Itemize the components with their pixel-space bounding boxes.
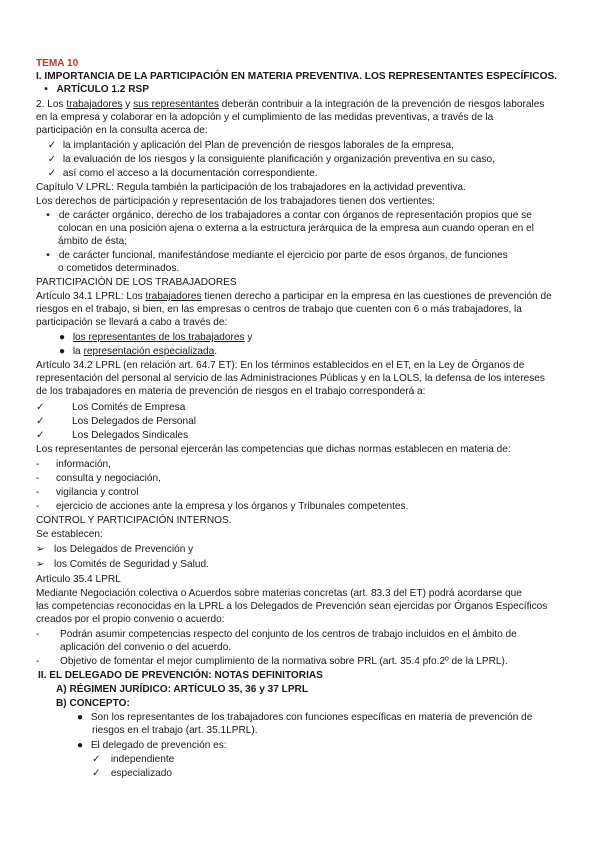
checklist-item: ✓ la evaluación de los riesgos y la consiguiente planificación y organización preventiva en su caso, <box>44 153 572 166</box>
list-item-funcional: • de carácter funcional, manifestándose mediante el ejercicio por parte de esos órganos, de funciones <box>40 249 572 262</box>
dash-item: - Podrán asumir competencias respecto del conjunto de los centros de trabajo incluidos en el ámbito de <box>36 629 517 640</box>
tick-item: ✓ Los Delegados de Personal <box>36 416 197 427</box>
arrow-right-icon: ➢ <box>36 544 45 555</box>
tema-label: TEMA 10 <box>36 58 79 69</box>
dash-item: - ejercicio de acciones ante la empresa y los órganos y Tribunales competentes. <box>36 501 409 512</box>
paragraph-2-line3: participación en la consulta acerca de: <box>36 125 208 136</box>
participacion-heading: PARTICIPACIÓN DE LOS TRABAJADORES <box>36 277 237 288</box>
capitulo-v: Capítulo V LPRL: Regula también la participación de los trabajadores en la actividad preventiva. <box>36 182 466 193</box>
bullet-icon: ● <box>76 712 84 723</box>
checkmark-icon: ✓ <box>36 430 45 441</box>
art-35-4-label: Artículo 35.4 LPRL <box>36 574 121 585</box>
control-heading: CONTROL Y PARTICIPACIÓN INTERNOS. <box>36 515 232 526</box>
mediante-line3: creados por el propio convenio o acuerdo: <box>36 614 225 625</box>
checklist-item: ✓ así como el acceso a la documentación correspondiente. <box>44 167 572 180</box>
checklist-item: ✓ la implantación y aplicación del Plan de prevención de riesgos laborales de la empresa, <box>44 139 572 152</box>
art-34-2-line1: Artículo 34.2 LPRL (en relación art. 64.7 ET): En los términos establecidos en el ET, en la Ley de Órganos de <box>36 360 525 371</box>
dash-item: - vigilancia y control <box>36 487 139 498</box>
mediante-line1: Mediante Negociación colectiva o Acuerdos sobre materias concretas (art. 83.3 del ET) podrá acordarse que <box>36 588 522 599</box>
checkmark-icon: ✓ <box>47 140 57 151</box>
tick-item: ✓ independiente <box>92 754 175 765</box>
heading-section-1: I. IMPORTANCIA DE LA PARTICIPACIÓN EN MATERIA PREVENTIVA. LOS REPRESENTANTES ESPECÍFICOS. <box>36 71 557 82</box>
checkmark-icon: ✓ <box>47 168 57 179</box>
paragraph-2-line2: en la empresa y colaborar en la adopción y el cumplimiento de las medidas preventivas, a través de la <box>36 112 494 123</box>
arrow-right-icon: ➢ <box>36 559 45 570</box>
bullet-icon: • <box>46 250 50 261</box>
art-34-1-line1: Artículo 34.1 LPRL: Los trabajadores tienen derecho a participar en la empresa en las cuestiones de prevención de <box>36 291 552 302</box>
tick-item: ✓ Los Delegados Sindicales <box>36 430 189 441</box>
dash-item-cont: aplicación del convenio o del acuerdo. <box>60 642 232 653</box>
list-item-funcional-cont: o cometidos determinados. <box>58 263 180 274</box>
arrow-item: ➢ los Comités de Seguridad y Salud. <box>36 559 209 570</box>
art-34-1-line2: riesgos en el trabajo, si bien, en las empresas o centros de trabajo que cuenten con 6 o más trabajadores, la <box>36 304 522 315</box>
bullet-icon: • <box>46 210 50 221</box>
dash-item: - información, <box>36 459 111 470</box>
rep-item: ● la representación especializada. <box>54 345 572 358</box>
concepto-item-cont: riesgos en el trabajo (art. 35.1LPRL). <box>92 725 258 736</box>
dash-item: - consulta y negociación, <box>36 473 161 484</box>
arrow-item: ➢ los Delegados de Prevención y <box>36 544 194 555</box>
regimen-juridico: A) RÉGIMEN JURÍDICO: ARTÍCULO 35, 36 y 37 LPRL <box>56 684 309 695</box>
art-34-2-line2: representación del personal al servicio de las Administraciones Públicas y en la LOLS, la defensa de los intereses <box>36 373 545 384</box>
checkmark-icon: ✓ <box>92 754 101 765</box>
competencias-text: Los representantes de personal ejercerán las competencias que dichas normas establecen en materia de: <box>36 444 511 455</box>
se-establecen: Se establecen: <box>36 529 103 540</box>
checkmark-icon: ✓ <box>92 768 101 779</box>
bullet-icon: ● <box>76 740 84 751</box>
paragraph-2-line1: 2. Los trabajadores y sus representantes deberán contribuir a la integración de la prevención de riesgos laborales <box>36 99 545 110</box>
heading-section-2: II. EL DELEGADO DE PREVENCIÓN: NOTAS DEFINITORIAS <box>38 670 323 681</box>
checkmark-icon: ✓ <box>36 416 45 427</box>
concepto-item: ● El delegado de prevención es: <box>72 739 572 752</box>
concepto: B) CONCEPTO: <box>56 698 130 709</box>
list-item-organico-cont: ámbito de ésta; <box>58 236 128 247</box>
list-item-organico: • de carácter orgánico, derecho de los trabajadores a contar con órganos de representación propios que se <box>40 209 572 222</box>
list-item-organico-cont: colocan en una posición ajena o externa a la estructura jerárquica de la empresa aun cuando operan en el <box>58 223 534 234</box>
bullet-icon: ● <box>58 332 66 343</box>
checkmark-icon: ✓ <box>47 154 57 165</box>
derechos-text: Los derechos de participación y representación de los trabajadores tienen dos vertientes: <box>36 196 435 207</box>
bullet-icon: ● <box>58 346 66 357</box>
concepto-item: ● Son los representantes de los trabajadores con funciones específicas en materia de prevención de <box>72 711 572 724</box>
art-34-2-line3: de los trabajadores en materia de prevención de riesgos en el trabajo corresponderá a: <box>36 386 426 397</box>
mediante-line2: las competencias reconocidas en la LPRL a los Delegados de Prevención sean ejercidas por Órganos Específicos <box>36 601 548 612</box>
tick-item: ✓ especializado <box>92 768 172 779</box>
art-34-1-line3: participación se llevará a cabo a través de: <box>36 317 228 328</box>
checkmark-icon: ✓ <box>36 402 45 413</box>
rep-item: ● los representantes de los trabajadores y <box>54 331 572 344</box>
dash-item: - Objetivo de fomentar el mejor cumplimiento de la normativa sobre PRL (art. 35.4 pfo.2º de la LPRL). <box>36 656 508 667</box>
tick-item: ✓ Los Comités de Empresa <box>36 402 186 413</box>
article-1-2-rsp: • ARTÍCULO 1.2 RSP <box>44 84 149 95</box>
